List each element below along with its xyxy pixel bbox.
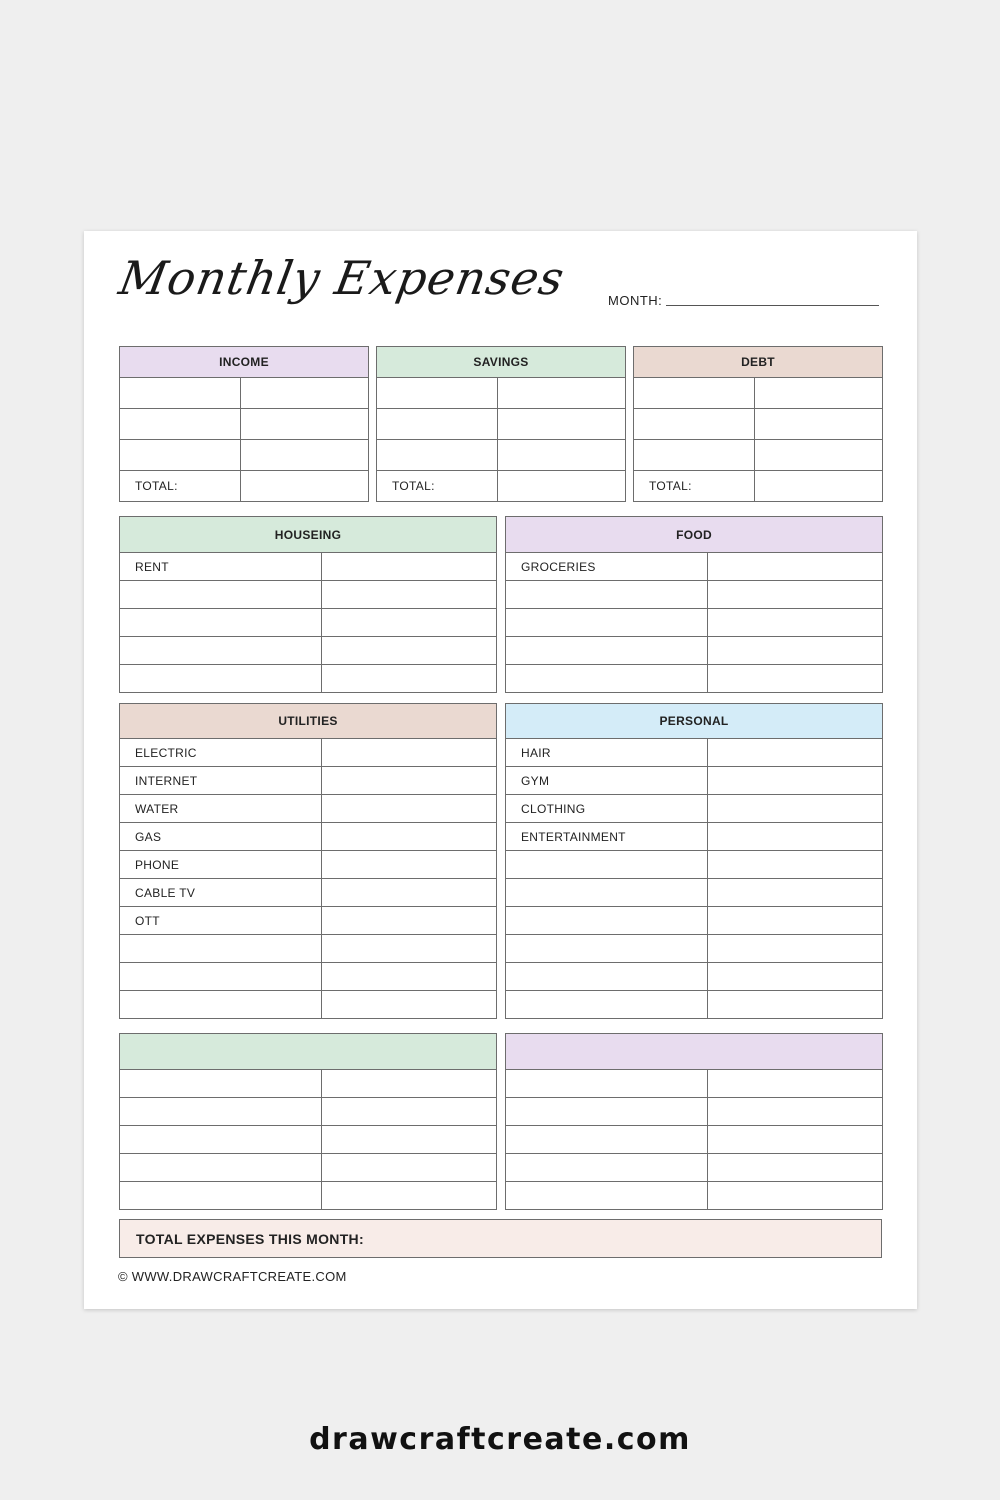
table-cell-value — [322, 1182, 497, 1210]
table-cell-value — [322, 823, 497, 851]
table-row — [120, 665, 497, 693]
table-cell-value — [708, 665, 883, 693]
table-row — [120, 581, 497, 609]
utilities-table — [119, 703, 497, 1019]
table-cell-label — [634, 409, 755, 440]
table-row — [506, 637, 883, 665]
table-cell-label — [120, 609, 322, 637]
table-cell-value — [708, 795, 883, 823]
blank-purple-table — [505, 1033, 883, 1210]
table-row — [120, 795, 497, 823]
table-cell-label — [120, 1070, 322, 1098]
table-cell-label — [634, 440, 755, 471]
table-cell-value — [708, 739, 883, 767]
table-row — [506, 851, 883, 879]
table-cell-value — [498, 409, 626, 440]
table-cell-label — [120, 1154, 322, 1182]
table-cell-label: GYM — [506, 767, 708, 795]
table-cell-label — [120, 1182, 322, 1210]
printable-sheet — [84, 231, 917, 1309]
total-value — [755, 471, 883, 502]
table-row — [120, 553, 497, 581]
table-row — [120, 823, 497, 851]
houseing-table — [119, 516, 497, 693]
table-row — [120, 409, 369, 440]
table-cell-label — [120, 581, 322, 609]
table-cell-value — [708, 581, 883, 609]
table-cell-value — [322, 963, 497, 991]
month-write-line — [666, 305, 879, 306]
table-row — [377, 440, 626, 471]
table-cell-label: CABLE TV — [120, 879, 322, 907]
table-cell-value — [322, 907, 497, 935]
table-cell-label: ENTERTAINMENT — [506, 823, 708, 851]
total-expenses-bar — [119, 1219, 882, 1258]
table-cell-value — [708, 935, 883, 963]
table-row — [120, 1070, 497, 1098]
table-cell-label — [506, 935, 708, 963]
table-cell-value — [708, 553, 883, 581]
table-cell-value — [322, 637, 497, 665]
table-cell-value — [708, 823, 883, 851]
table-cell-value — [708, 1070, 883, 1098]
food-header: FOOD — [506, 517, 883, 553]
income-header: INCOME — [120, 347, 369, 378]
personal-header: PERSONAL — [506, 704, 883, 739]
income-table — [119, 346, 369, 502]
savings-table — [376, 346, 626, 502]
table-row — [506, 1126, 883, 1154]
table-row — [120, 851, 497, 879]
table-row — [506, 1182, 883, 1210]
table-row — [506, 879, 883, 907]
table-cell-label — [506, 665, 708, 693]
table-cell-label: GAS — [120, 823, 322, 851]
table-cell-value — [755, 409, 883, 440]
table-row — [120, 991, 497, 1019]
table-cell-value — [708, 907, 883, 935]
table-cell-value — [322, 879, 497, 907]
page-title: Monthly Expenses — [115, 251, 569, 305]
table-cell-label — [120, 378, 241, 409]
table-cell-value — [322, 1070, 497, 1098]
table-cell-value — [755, 440, 883, 471]
table-cell-label — [634, 378, 755, 409]
table-row — [377, 378, 626, 409]
table-row — [377, 409, 626, 440]
table-cell-value — [708, 963, 883, 991]
table-cell-value — [322, 1098, 497, 1126]
table-row — [120, 1154, 497, 1182]
table-cell-value — [708, 991, 883, 1019]
table-cell-value — [708, 637, 883, 665]
table-row — [120, 767, 497, 795]
table-cell-label: GROCERIES — [506, 553, 708, 581]
table-cell-label — [506, 879, 708, 907]
table-row — [506, 935, 883, 963]
table-cell-label — [120, 440, 241, 471]
table-row — [120, 440, 369, 471]
table-cell-label — [120, 409, 241, 440]
table-cell-label: HAIR — [506, 739, 708, 767]
table-cell-value — [708, 1126, 883, 1154]
table-cell-value — [322, 739, 497, 767]
table-row — [506, 1154, 883, 1182]
table-row — [506, 991, 883, 1019]
total-value — [241, 471, 369, 502]
debt-table — [633, 346, 883, 502]
table-cell-value — [708, 1182, 883, 1210]
table-cell-label — [506, 1070, 708, 1098]
table-cell-value — [241, 378, 369, 409]
table-cell-label — [120, 935, 322, 963]
houseing-header: HOUSEING — [120, 517, 497, 553]
table-row — [506, 963, 883, 991]
table-cell-label — [120, 665, 322, 693]
blank-green-header — [120, 1034, 497, 1070]
copyright-text: © WWW.DRAWCRAFTCREATE.COM — [118, 1269, 347, 1284]
table-cell-label — [506, 609, 708, 637]
table-cell-value — [498, 440, 626, 471]
brand-footer: drawcraftcreate.com — [309, 1422, 691, 1457]
table-row — [120, 637, 497, 665]
savings-header: SAVINGS — [377, 347, 626, 378]
table-row — [506, 665, 883, 693]
table-cell-value — [322, 1154, 497, 1182]
table-cell-label — [506, 851, 708, 879]
table-cell-value — [708, 609, 883, 637]
table-cell-value — [708, 1098, 883, 1126]
table-row — [120, 378, 369, 409]
table-row — [120, 1098, 497, 1126]
table-row — [120, 609, 497, 637]
table-cell-value — [498, 378, 626, 409]
table-row — [120, 1182, 497, 1210]
table-row — [120, 907, 497, 935]
table-row — [634, 378, 883, 409]
table-cell-label — [120, 1098, 322, 1126]
total-row — [120, 471, 369, 502]
personal-table — [505, 703, 883, 1019]
table-row — [120, 879, 497, 907]
table-row — [506, 609, 883, 637]
total-expenses-label: TOTAL EXPENSES THIS MONTH: — [136, 1230, 364, 1247]
table-row — [120, 1126, 497, 1154]
table-row — [120, 935, 497, 963]
table-cell-label — [377, 378, 498, 409]
table-cell-label — [120, 1126, 322, 1154]
table-cell-value — [322, 553, 497, 581]
table-cell-value — [708, 767, 883, 795]
blank-purple-header — [506, 1034, 883, 1070]
total-label: TOTAL: — [377, 471, 498, 502]
table-cell-label: ELECTRIC — [120, 739, 322, 767]
table-cell-label — [120, 991, 322, 1019]
table-cell-label: CLOTHING — [506, 795, 708, 823]
table-cell-value — [322, 991, 497, 1019]
table-row — [506, 823, 883, 851]
table-row — [120, 739, 497, 767]
table-row — [506, 581, 883, 609]
table-cell-value — [322, 767, 497, 795]
table-cell-label — [506, 963, 708, 991]
table-row — [634, 409, 883, 440]
table-cell-label — [506, 637, 708, 665]
total-row — [377, 471, 626, 502]
table-cell-label — [506, 1098, 708, 1126]
table-cell-label — [120, 637, 322, 665]
table-cell-label — [506, 1154, 708, 1182]
table-cell-value — [322, 1126, 497, 1154]
table-row — [506, 1070, 883, 1098]
table-cell-value — [708, 1154, 883, 1182]
table-cell-label — [506, 991, 708, 1019]
table-cell-value — [322, 935, 497, 963]
table-row — [506, 767, 883, 795]
table-cell-label — [377, 440, 498, 471]
food-table — [505, 516, 883, 693]
table-cell-value — [322, 795, 497, 823]
total-value — [498, 471, 626, 502]
table-cell-label — [506, 581, 708, 609]
table-cell-label — [120, 963, 322, 991]
table-row — [506, 553, 883, 581]
total-label: TOTAL: — [120, 471, 241, 502]
table-row — [120, 963, 497, 991]
month-field — [608, 293, 879, 308]
table-cell-value — [322, 609, 497, 637]
table-cell-label — [377, 409, 498, 440]
table-row — [634, 440, 883, 471]
blank-green-table — [119, 1033, 497, 1210]
table-row — [506, 907, 883, 935]
table-cell-value — [241, 440, 369, 471]
table-cell-value — [708, 879, 883, 907]
table-row — [506, 795, 883, 823]
table-row — [506, 739, 883, 767]
table-cell-value — [708, 851, 883, 879]
table-cell-label — [506, 907, 708, 935]
table-cell-label: PHONE — [120, 851, 322, 879]
table-cell-value — [322, 665, 497, 693]
table-cell-label: WATER — [120, 795, 322, 823]
table-cell-label — [506, 1126, 708, 1154]
table-cell-value — [322, 581, 497, 609]
table-cell-label: OTT — [120, 907, 322, 935]
debt-header: DEBT — [634, 347, 883, 378]
total-label: TOTAL: — [634, 471, 755, 502]
table-row — [506, 1098, 883, 1126]
table-cell-value — [755, 378, 883, 409]
table-cell-label: RENT — [120, 553, 322, 581]
utilities-header: UTILITIES — [120, 704, 497, 739]
table-cell-value — [241, 409, 369, 440]
month-label: MONTH: — [608, 293, 663, 308]
table-cell-value — [322, 851, 497, 879]
table-cell-label: INTERNET — [120, 767, 322, 795]
total-row — [634, 471, 883, 502]
table-cell-label — [506, 1182, 708, 1210]
